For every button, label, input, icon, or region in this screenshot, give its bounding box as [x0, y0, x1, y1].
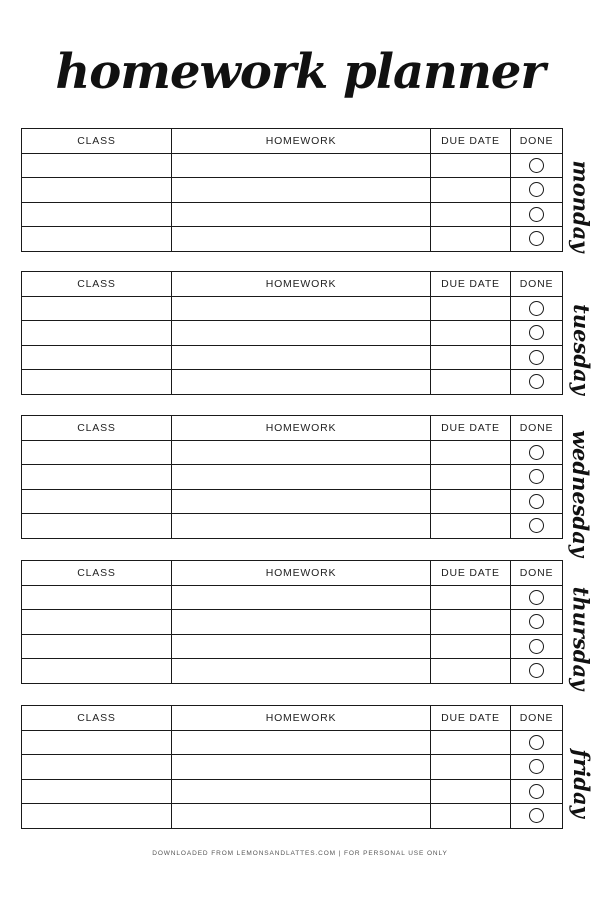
done-checkbox[interactable]: [529, 469, 544, 484]
table-row: [22, 585, 563, 610]
table-row: [22, 296, 563, 321]
class-cell[interactable]: [22, 227, 172, 252]
class-cell[interactable]: [22, 296, 172, 321]
homework-cell[interactable]: [172, 514, 431, 539]
done-cell: [511, 610, 563, 635]
day-label-friday: [566, 731, 596, 835]
day-label-thursday: [566, 586, 596, 690]
day-table-tuesday: [21, 271, 563, 395]
column-header-done: DONE: [511, 561, 563, 586]
due-date-cell[interactable]: [431, 634, 511, 659]
day-label-monday: [566, 154, 596, 258]
column-header-done: DONE: [511, 416, 563, 441]
done-checkbox[interactable]: [529, 231, 544, 246]
done-checkbox[interactable]: [529, 350, 544, 365]
done-checkbox[interactable]: [529, 207, 544, 222]
column-header-class: CLASS: [22, 129, 172, 154]
done-cell: [511, 178, 563, 203]
day-label-text: thursday: [568, 586, 594, 690]
done-cell: [511, 202, 563, 227]
due-date-cell[interactable]: [431, 345, 511, 370]
table-row: [22, 227, 563, 252]
page-title: homework planner: [55, 44, 545, 100]
column-header-class: CLASS: [22, 416, 172, 441]
class-cell[interactable]: [22, 634, 172, 659]
column-header-homework: HOMEWORK: [172, 706, 431, 731]
due-date-cell[interactable]: [431, 730, 511, 755]
class-cell[interactable]: [22, 345, 172, 370]
homework-cell[interactable]: [172, 659, 431, 684]
due-date-cell[interactable]: [431, 153, 511, 178]
homework-cell[interactable]: [172, 610, 431, 635]
done-cell: [511, 804, 563, 829]
done-cell: [511, 585, 563, 610]
column-header-homework: HOMEWORK: [172, 272, 431, 297]
done-cell: [511, 730, 563, 755]
class-cell[interactable]: [22, 153, 172, 178]
column-header-class: CLASS: [22, 272, 172, 297]
done-checkbox[interactable]: [529, 494, 544, 509]
due-date-cell[interactable]: [431, 202, 511, 227]
homework-cell[interactable]: [172, 440, 431, 465]
due-date-cell[interactable]: [431, 321, 511, 346]
table-row: [22, 202, 563, 227]
done-cell: [511, 659, 563, 684]
due-date-cell[interactable]: [431, 610, 511, 635]
homework-cell[interactable]: [172, 804, 431, 829]
homework-cell[interactable]: [172, 779, 431, 804]
day-label-text: wednesday: [568, 429, 594, 557]
table-row: [22, 465, 563, 490]
done-checkbox[interactable]: [529, 158, 544, 173]
done-checkbox[interactable]: [529, 808, 544, 823]
class-cell[interactable]: [22, 659, 172, 684]
due-date-cell[interactable]: [431, 178, 511, 203]
table-row: [22, 321, 563, 346]
table-row: [22, 755, 563, 780]
class-cell[interactable]: [22, 178, 172, 203]
homework-cell[interactable]: [172, 489, 431, 514]
homework-cell[interactable]: [172, 178, 431, 203]
done-cell: [511, 514, 563, 539]
homework-cell[interactable]: [172, 730, 431, 755]
due-date-cell[interactable]: [431, 659, 511, 684]
day-label-text: monday: [568, 160, 594, 252]
class-cell[interactable]: [22, 755, 172, 780]
header-row: [22, 416, 563, 441]
homework-cell[interactable]: [172, 321, 431, 346]
column-header-done: DONE: [511, 706, 563, 731]
header-row: [22, 129, 563, 154]
class-cell[interactable]: [22, 779, 172, 804]
class-cell[interactable]: [22, 465, 172, 490]
day-label-wednesday: [566, 429, 596, 557]
done-checkbox[interactable]: [529, 784, 544, 799]
table-row: [22, 440, 563, 465]
homework-cell[interactable]: [172, 227, 431, 252]
done-checkbox[interactable]: [529, 445, 544, 460]
column-header-class: CLASS: [22, 706, 172, 731]
done-checkbox[interactable]: [529, 639, 544, 654]
done-cell: [511, 755, 563, 780]
done-checkbox[interactable]: [529, 663, 544, 678]
table-row: [22, 345, 563, 370]
column-header-homework: HOMEWORK: [172, 129, 431, 154]
done-cell: [511, 489, 563, 514]
class-cell[interactable]: [22, 804, 172, 829]
day-table-wednesday: [21, 415, 563, 539]
due-date-cell[interactable]: [431, 514, 511, 539]
day-table-friday: [21, 705, 563, 829]
table-row: [22, 178, 563, 203]
done-cell: [511, 227, 563, 252]
done-checkbox[interactable]: [529, 614, 544, 629]
done-cell: [511, 370, 563, 395]
table-row: [22, 514, 563, 539]
done-checkbox[interactable]: [529, 182, 544, 197]
table-row: [22, 610, 563, 635]
table-row: [22, 153, 563, 178]
column-header-due-date: DUE DATE: [431, 561, 511, 586]
homework-cell[interactable]: [172, 465, 431, 490]
done-cell: [511, 345, 563, 370]
class-cell[interactable]: [22, 730, 172, 755]
footer-text: DOWNLOADED FROM LEMONSANDLATTES.COM | FOR PERSONAL USE ONLY: [152, 850, 448, 857]
table-row: [22, 634, 563, 659]
homework-cell[interactable]: [172, 585, 431, 610]
due-date-cell[interactable]: [431, 804, 511, 829]
column-header-due-date: DUE DATE: [431, 416, 511, 441]
column-header-due-date: DUE DATE: [431, 706, 511, 731]
due-date-cell[interactable]: [431, 370, 511, 395]
due-date-cell[interactable]: [431, 227, 511, 252]
day-label-tuesday: [566, 297, 596, 401]
class-cell[interactable]: [22, 514, 172, 539]
done-checkbox[interactable]: [529, 759, 544, 774]
column-header-due-date: DUE DATE: [431, 272, 511, 297]
class-cell[interactable]: [22, 610, 172, 635]
done-cell: [511, 321, 563, 346]
due-date-cell[interactable]: [431, 440, 511, 465]
header-row: [22, 706, 563, 731]
column-header-class: CLASS: [22, 561, 172, 586]
column-header-homework: HOMEWORK: [172, 416, 431, 441]
homework-cell[interactable]: [172, 755, 431, 780]
homework-cell[interactable]: [172, 345, 431, 370]
table-row: [22, 659, 563, 684]
done-cell: [511, 465, 563, 490]
done-cell: [511, 153, 563, 178]
done-cell: [511, 634, 563, 659]
homework-cell[interactable]: [172, 634, 431, 659]
table-row: [22, 730, 563, 755]
done-checkbox[interactable]: [529, 518, 544, 533]
table-row: [22, 370, 563, 395]
done-checkbox[interactable]: [529, 301, 544, 316]
homework-cell[interactable]: [172, 202, 431, 227]
class-cell[interactable]: [22, 440, 172, 465]
due-date-cell[interactable]: [431, 779, 511, 804]
done-checkbox[interactable]: [529, 325, 544, 340]
header-row: [22, 561, 563, 586]
class-cell[interactable]: [22, 370, 172, 395]
due-date-cell[interactable]: [431, 489, 511, 514]
homework-cell[interactable]: [172, 370, 431, 395]
class-cell[interactable]: [22, 585, 172, 610]
class-cell[interactable]: [22, 321, 172, 346]
homework-cell[interactable]: [172, 296, 431, 321]
day-table-thursday: [21, 560, 563, 684]
done-cell: [511, 440, 563, 465]
done-checkbox[interactable]: [529, 735, 544, 750]
column-header-done: DONE: [511, 272, 563, 297]
column-header-due-date: DUE DATE: [431, 129, 511, 154]
due-date-cell[interactable]: [431, 465, 511, 490]
done-cell: [511, 296, 563, 321]
column-header-homework: HOMEWORK: [172, 561, 431, 586]
column-header-done: DONE: [511, 129, 563, 154]
done-checkbox[interactable]: [529, 590, 544, 605]
homework-cell[interactable]: [172, 153, 431, 178]
header-row: [22, 272, 563, 297]
table-row: [22, 489, 563, 514]
day-table-monday: [21, 128, 563, 252]
done-cell: [511, 779, 563, 804]
class-cell[interactable]: [22, 489, 172, 514]
day-label-text: tuesday: [568, 303, 594, 395]
due-date-cell[interactable]: [431, 296, 511, 321]
table-row: [22, 804, 563, 829]
table-row: [22, 779, 563, 804]
due-date-cell[interactable]: [431, 755, 511, 780]
class-cell[interactable]: [22, 202, 172, 227]
done-checkbox[interactable]: [529, 374, 544, 389]
due-date-cell[interactable]: [431, 585, 511, 610]
day-label-text: friday: [568, 748, 594, 818]
